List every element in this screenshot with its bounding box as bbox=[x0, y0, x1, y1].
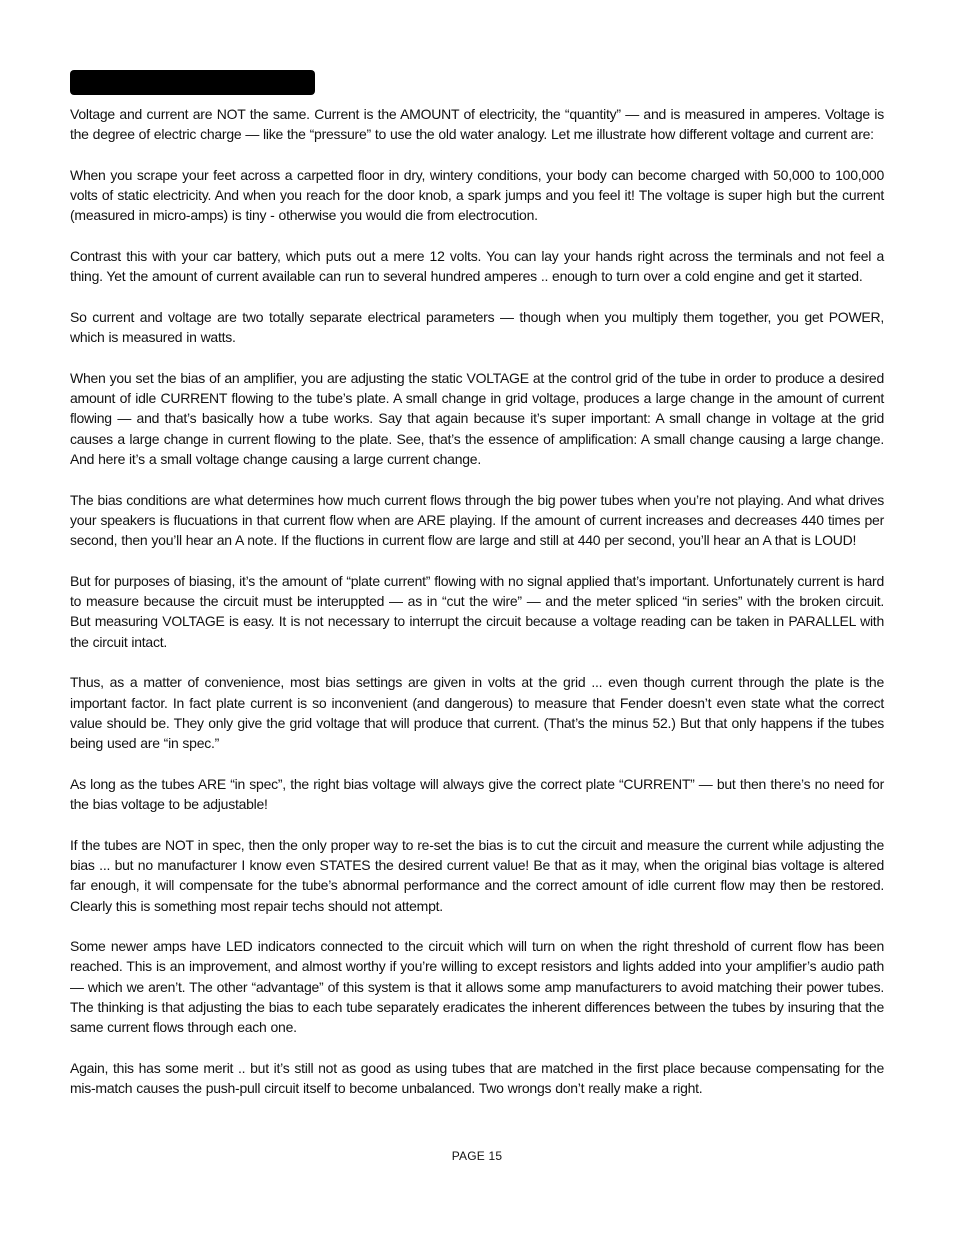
paragraph: But for purposes of biasing, it’s the amount of “plate current” flowing with no signal applied that’s important. Unfortunately current is hard to measure because the circuit must be interuppted — as in “cut the wire” — and the meter spliced “in series” with the broken circuit. But measuring VOLTAGE is easy. It is not necessary to interrupt the circuit because a voltage reading can be taken in PARALLEL with the circuit intact. bbox=[70, 572, 884, 650]
section-header-bar bbox=[70, 70, 315, 95]
paragraph: As long as the tubes ARE “in spec”, the right bias voltage will always give the correct plate “CURRENT” — but then there’s no need for the bias voltage to be adjustable! bbox=[70, 775, 884, 813]
paragraph: If the tubes are NOT in spec, then the only proper way to re-set the bias is to cut the circuit and measure the current while adjusting the bias ... but no manufacturer I know even STATES the desired current value! Be that as it may, when the original bias voltage is altered far enough, it will compensate for the tube’s abnormal performance and the correct amount of idle current flow may then be restored. Clearly this is something most repair techs should not attempt. bbox=[70, 836, 884, 914]
paragraph: The bias conditions are what determines how much current flows through the big power tubes when you’re not playing. And what drives your speakers is flucuations in that current flow when are ARE playing. If the amount of current increases and decreases 440 times per second, then you’ll hear an A note. If the fluctions in current flow are large and still at 440 per second, you’ll hear an A that is LOUD! bbox=[70, 491, 884, 549]
body-text bbox=[70, 104, 884, 1099]
paragraph: When you scrape your feet across a carpetted floor in dry, wintery conditions, your body can become charged with 50,000 to 100,000 volts of static electricity. And when you reach for the door knob, a spark jumps and you feel it! The voltage is super high but the current (measured in micro-amps) is tiny - otherwise you would die from electrocution. bbox=[70, 166, 884, 224]
paragraph: Voltage and current are NOT the same. Current is the AMOUNT of electricity, the “quantity” — and is measured in amperes. Voltage is the degree of electric charge — like the “pressure” to use the old water analogy. Let me illustrate how different voltage and current are: bbox=[70, 106, 884, 143]
paragraph: So current and voltage are two totally separate electrical parameters — though when you multiply them together, you get POWER, which is measured in watts. bbox=[70, 308, 884, 346]
paragraph: Again, this has some merit .. but it’s still not as good as using tubes that are matched in the first place because compensating for the mis-match causes the push-pull circuit itself to become unbalanced. Two wrongs don’t really make a right. bbox=[70, 1059, 884, 1097]
paragraph: When you set the bias of an amplifier, you are adjusting the static VOLTAGE at the control grid of the tube in order to produce a desired amount of idle CURRENT flowing to the tube’s plate. A small change in grid voltage, produces a large change in the amount of current flowing — and that’s basically how a tube works. Say that again because it’s super important: A small change in voltage at the grid causes a large change in current flowing to the plate. See, that’s the essence of amplification: A small change causing a large change. And here it’s a small voltage change causing a large current change. bbox=[70, 369, 884, 468]
paragraph: Thus, as a matter of convenience, most bias settings are given in volts at the grid ... even though current through the plate is the important factor. In fact plate current is so inconvenient (and dangerous) to measure that Fender doesn’t even state what the correct value should be. They only give the grid voltage that will produce that current. (That’s the minus 52.) But that only happens if the tubes being used are “in spec.” bbox=[70, 674, 884, 752]
paragraph: Some newer amps have LED indicators connected to the circuit which will turn on when the right threshold of current flow has been reached. This is an improvement, and almost worthy if you’re willing to except resistors and lights added into your amplifier’s audio path — which we aren’t. The other “advantage” of this system is that it allows some amp manufacturers to avoid matching their power tubes. The thinking is that adjusting the bias to each tube separately eradicates the inherent differences between the tubes by insuring that the same current flows through each one. bbox=[70, 938, 884, 1036]
page-number: PAGE 15 bbox=[451, 1149, 503, 1163]
paragraph: Contrast this with your car battery, which puts out a mere 12 volts. You can lay your hands right across the terminals and not feel a thing. Yet the amount of current available can run to several hundred amperes .. enough to turn over a cold engine and get it started. bbox=[70, 248, 884, 285]
